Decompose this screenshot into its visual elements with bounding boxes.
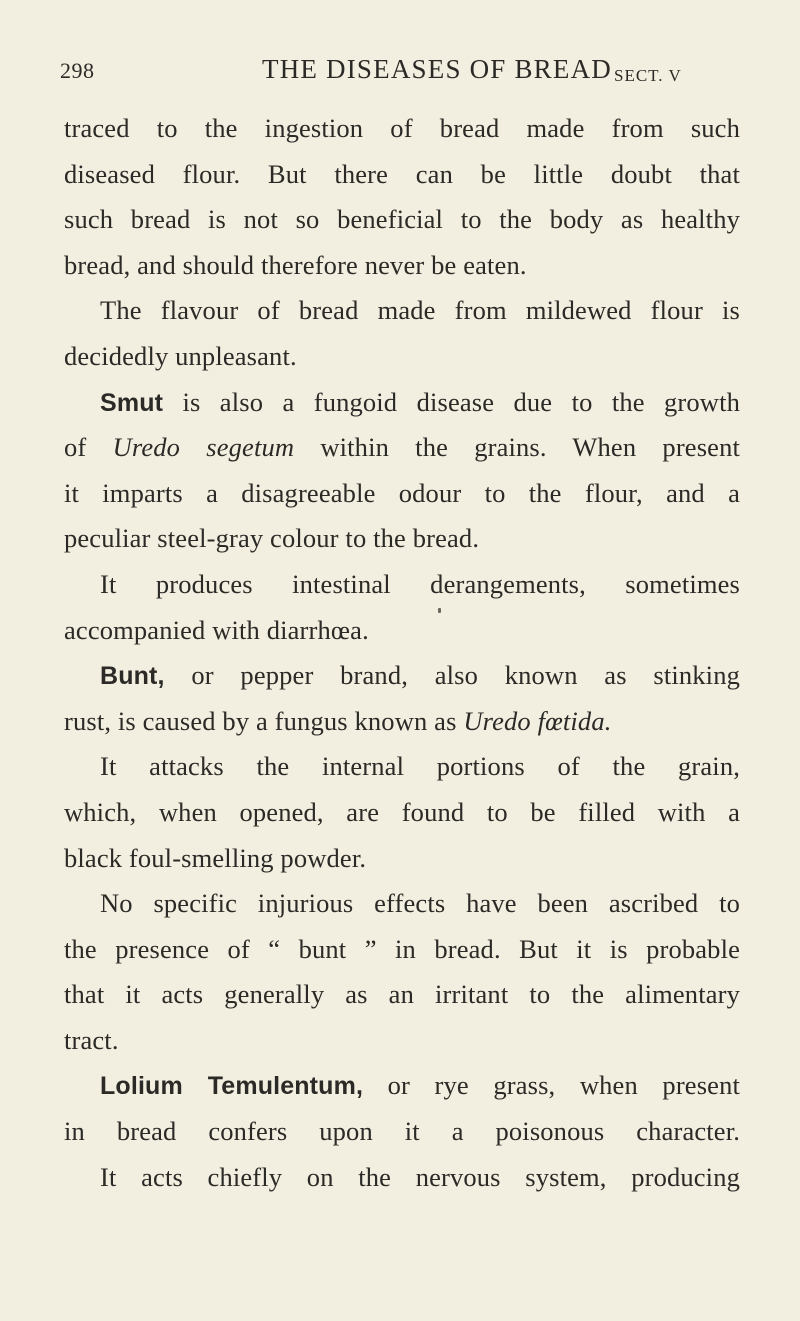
page-number: 298: [60, 58, 95, 83]
ink-speck: [438, 608, 441, 613]
term-lolium: Lolium Temulentum,: [100, 1072, 364, 1101]
text-line: traced to the ingestion of bread made from such: [64, 113, 740, 143]
text-run: of: [64, 432, 113, 463]
text-line: It produces intestinal derangements, sometimes: [100, 568, 740, 599]
text-line: decidedly unpleasant.: [64, 340, 297, 371]
text-line: in bread confers upon it a poisonous character.: [64, 1116, 740, 1147]
body-text: [64, 106, 740, 1200]
text-line: the presence of “ bunt ” in bread. But it is probable: [64, 933, 740, 964]
text-line: black foul-smelling powder.: [64, 842, 367, 873]
text-line: peculiar steel-gray colour to the bread.: [64, 523, 480, 554]
text-run: within the grains. When present: [294, 432, 741, 463]
running-title: THE DISEASES OF BREAD: [262, 54, 612, 84]
text-line: [64, 653, 740, 699]
text-line: It attacks the internal portions of the grain,: [100, 751, 740, 782]
section-label: SECT. V: [614, 66, 682, 85]
term-bunt: Bunt,: [100, 662, 165, 691]
text-line: [64, 425, 740, 471]
page-header: [0, 50, 800, 94]
text-line: it imparts a disagreeable odour to the flour, and a: [64, 477, 740, 508]
text-line: which, when opened, are found to be filled with a: [64, 796, 740, 827]
text-line: No specific injurious effects have been ascribed to: [100, 888, 740, 919]
text-line: It acts chiefly on the nervous system, producing: [100, 1161, 740, 1192]
text-line: The flavour of bread made from mildewed flour is: [100, 295, 740, 326]
text-run: or rye grass, when present: [363, 1070, 740, 1101]
text-line: that it acts generally as an irritant to the alimentary: [64, 979, 740, 1010]
species-name: Uredo fœtida.: [463, 705, 612, 736]
text-line: diseased flour. But there can be little doubt that: [64, 158, 740, 189]
text-line: [64, 1063, 740, 1109]
text-line: accompanied with diarrhœa.: [64, 614, 369, 645]
text-line: [64, 699, 740, 745]
term-smut: Smut: [100, 388, 164, 417]
text-line: tract.: [64, 1024, 119, 1055]
text-run: or pepper brand, also known as stinking: [164, 660, 740, 691]
text-run: rust, is caused by a fungus known as: [64, 705, 464, 736]
text-line: [64, 380, 740, 426]
text-line: bread, and should therefore never be eaten.: [64, 249, 527, 280]
text-line: such bread is not so beneficial to the body as healthy: [64, 204, 740, 235]
species-name: Uredo segetum: [112, 432, 295, 463]
text-run: is also a fungoid disease due to the growth: [163, 386, 740, 417]
